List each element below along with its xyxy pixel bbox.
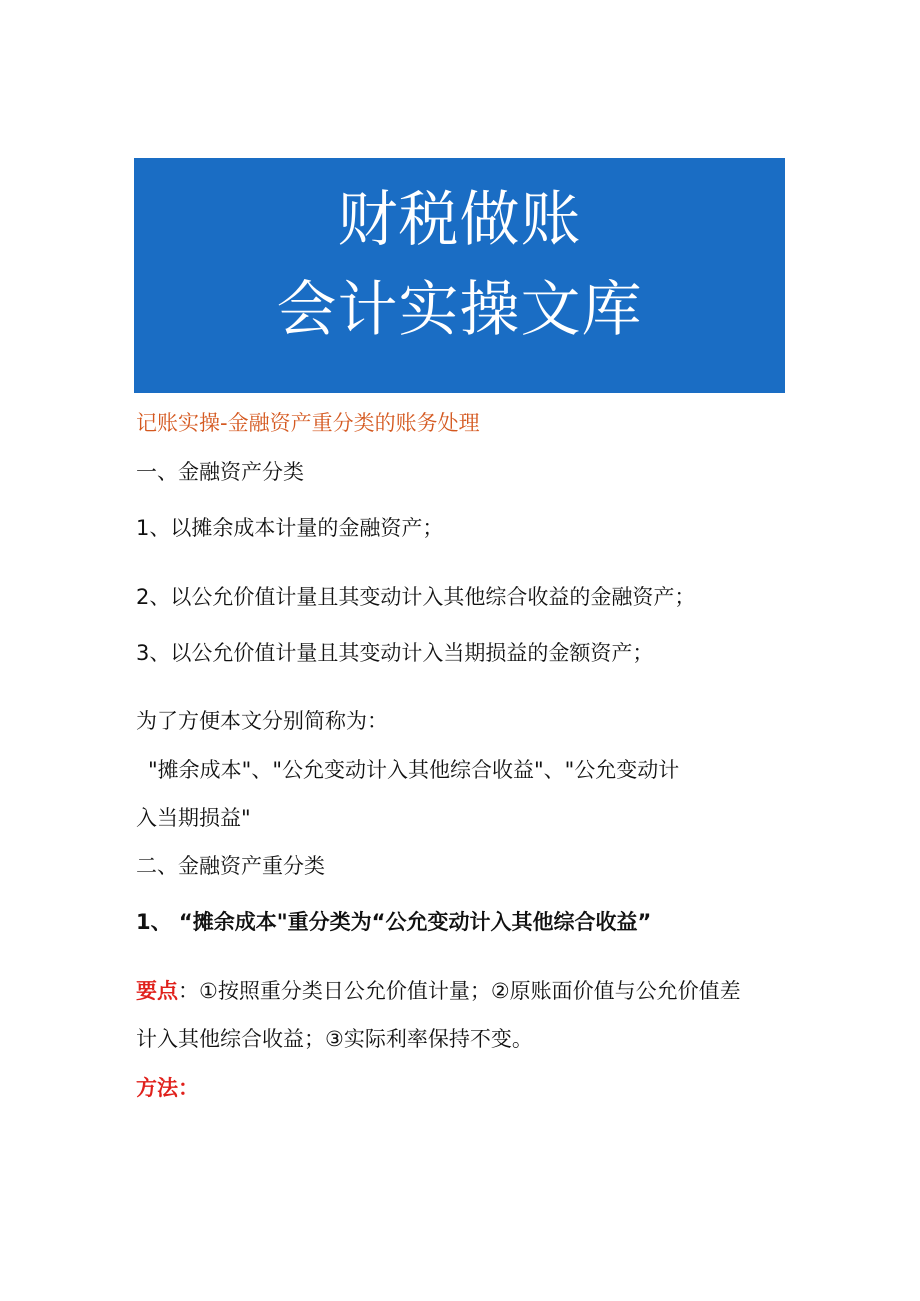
section1-heading: 一、金融资产分类 <box>136 460 304 484</box>
section2-heading: 二、金融资产重分类 <box>136 854 325 878</box>
list-item: 2、以公允价值计量且其变动计入其他综合收益的金融资产； <box>136 585 696 609</box>
banner-title-line2: 会计实操文库 <box>276 275 643 345</box>
list-item: 1、以摊余成本计量的金融资产； <box>136 516 444 540</box>
subsection-heading: 1、 “摊余成本"重分类为“公允变动计入其他综合收益” <box>136 910 652 934</box>
keypoints-label: 要点 <box>136 979 178 1003</box>
list-item: 3、以公允价值计量且其变动计入当期损益的金额资产； <box>136 641 654 665</box>
keypoints-text: ：①按照重分类日公允价值计量；②原账面价值与公允价值差 <box>178 979 741 1003</box>
document-subtitle: 记账实操-金融资产重分类的账务处理 <box>136 411 480 435</box>
keypoints-line1 <box>136 980 741 1003</box>
abbreviation-line: "摊余成本"、"公允变动计入其他综合收益"、"公允变动计 <box>148 758 680 782</box>
abbreviation-line: 入当期损益" <box>136 806 251 830</box>
method-label: 方法： <box>136 1076 199 1100</box>
banner-title-line1: 财税做账 <box>337 185 582 255</box>
abbreviation-intro: 为了方便本文分别简称为： <box>136 709 388 733</box>
keypoints-line2: 计入其他综合收益；③实际利率保持不变。 <box>136 1027 533 1051</box>
